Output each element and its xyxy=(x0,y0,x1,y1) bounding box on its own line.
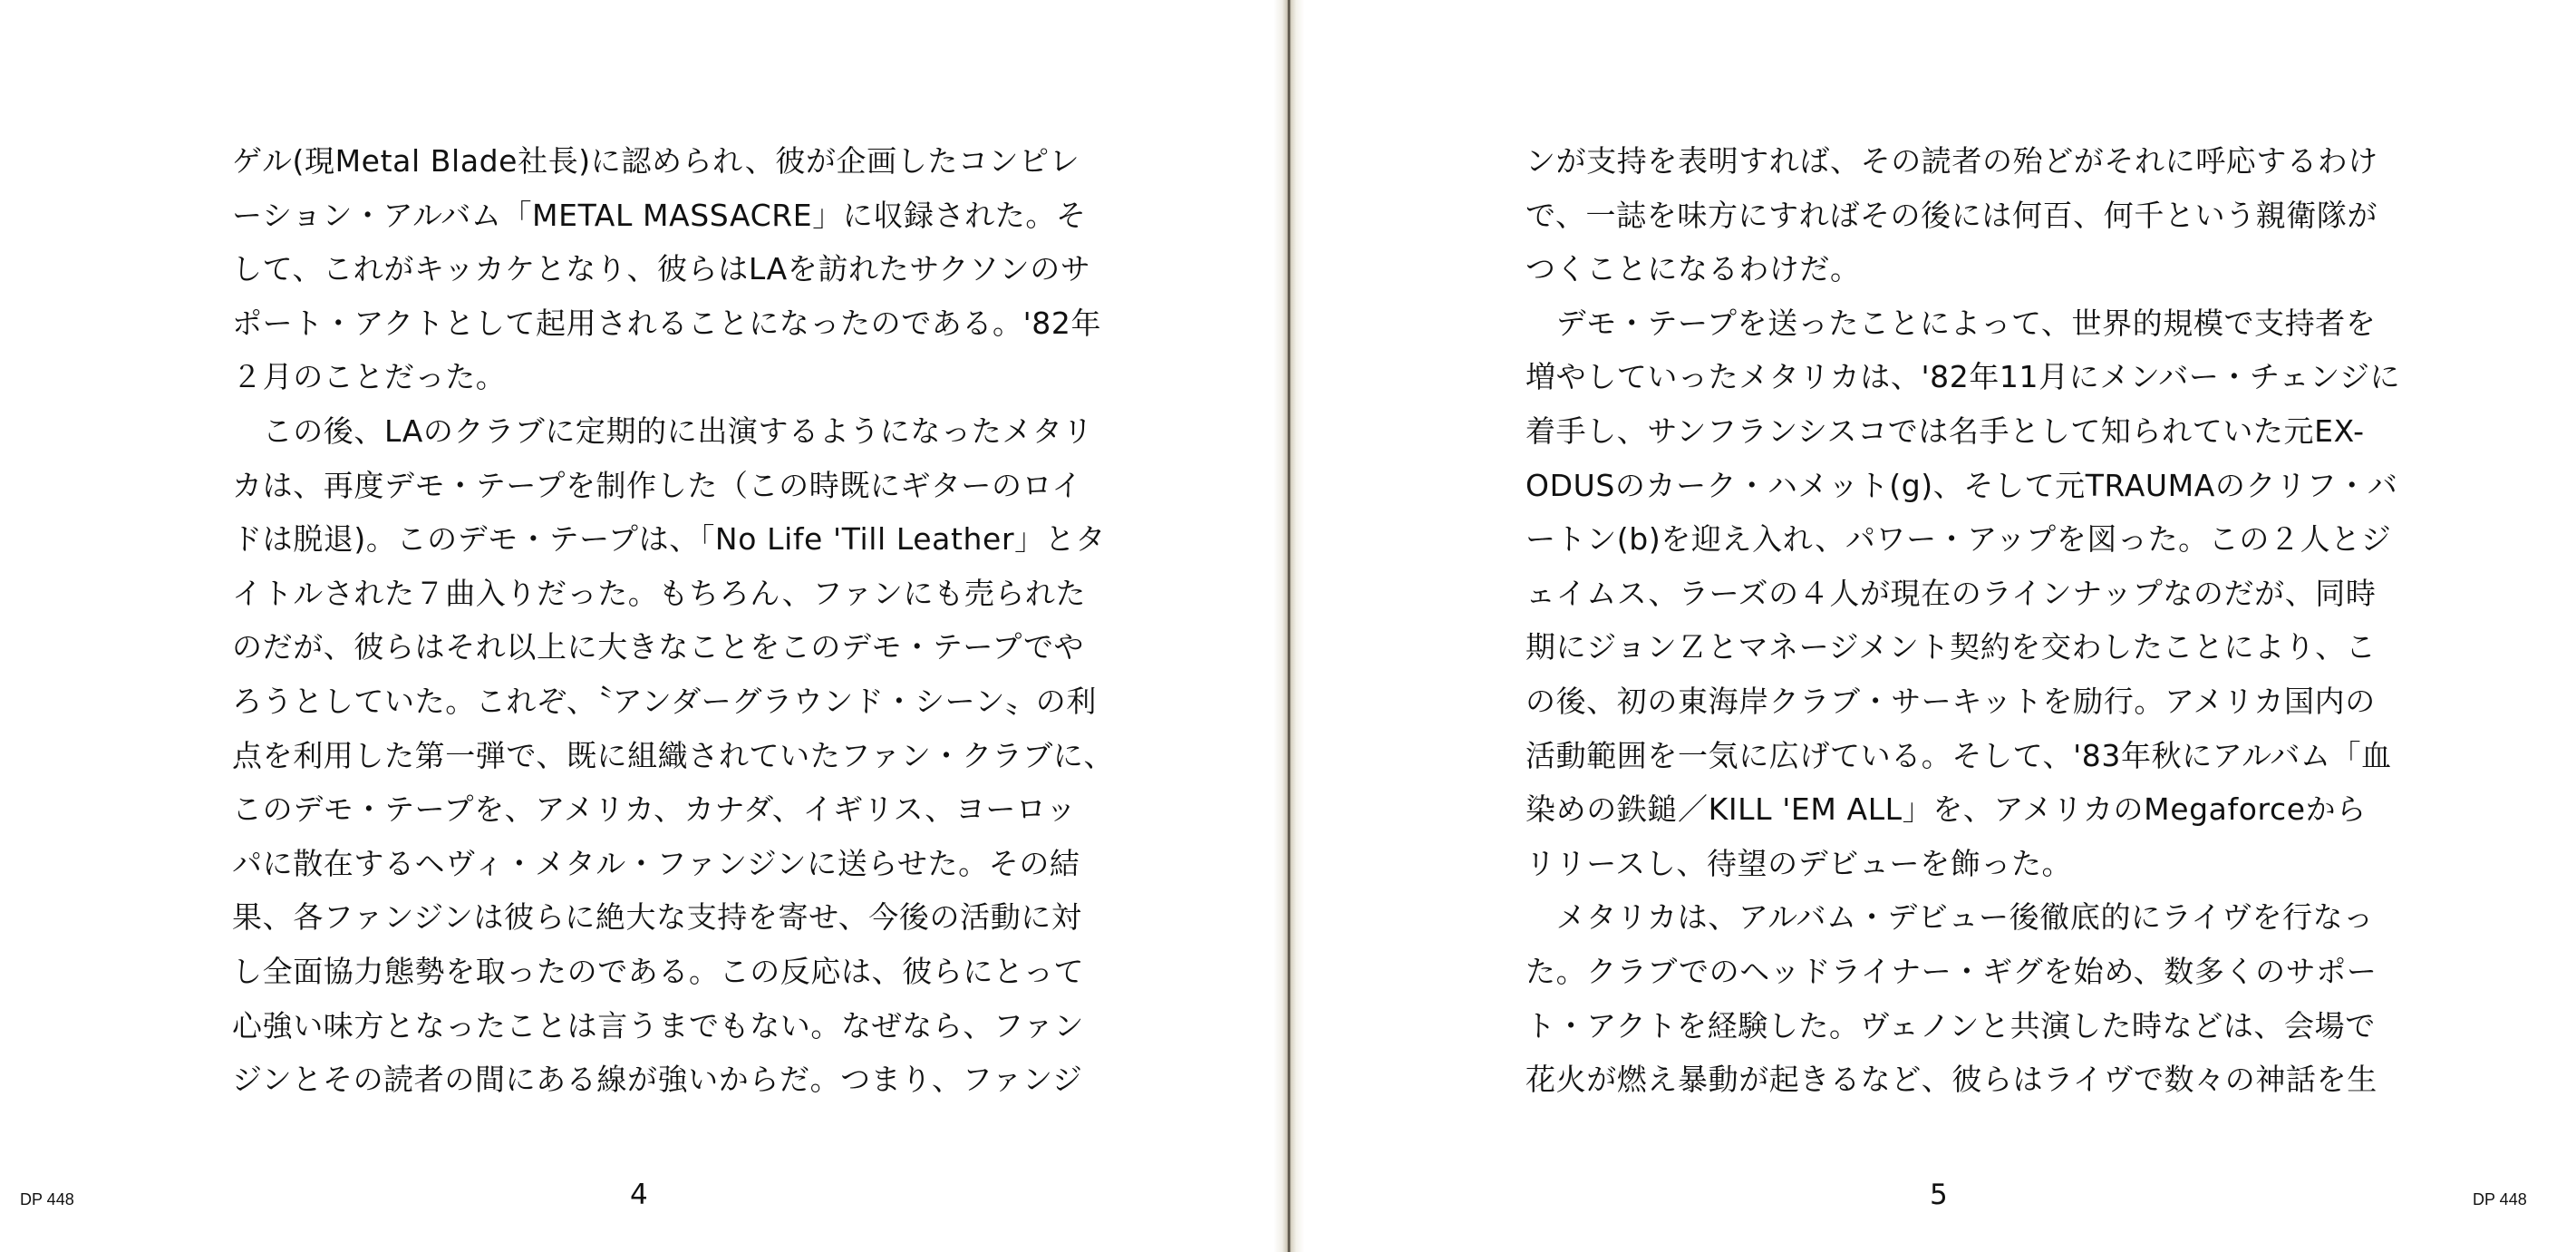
text-line: 染めの鉄鎚／KILL 'EM ALL」を、アメリカのMegaforceから xyxy=(1525,791,2367,828)
text-line: つくことになるわけだ。 xyxy=(1525,251,1861,287)
text-line: メタリカは、アルバム・デビュー後徹底的にライヴを行なっ xyxy=(1525,899,2374,936)
text-line: して、これがキッカケとなり、彼らはLAを訪れたサクソンのサ xyxy=(232,251,1091,287)
binding-gutter xyxy=(1273,0,1304,1252)
text-line: イトルされた７曲入りだった。もちろん、ファンにも売られた xyxy=(232,575,1087,611)
left-page xyxy=(0,0,1286,1252)
text-line: ト・アクトを経験した。ヴェノンと共演した時などは、会場で xyxy=(1525,1007,2376,1043)
text-line: このデモ・テープを、アメリカ、カナダ、イギリス、ヨーロッ xyxy=(232,791,1077,828)
text-line: ンが支持を表明すれば、その読者の殆どがそれに呼応するわけ xyxy=(1525,143,2378,179)
text-line: リリースし、待望のデビューを飾った。 xyxy=(1525,845,2073,881)
right-page-body-text xyxy=(1525,134,2401,1107)
catalog-number: DP 448 xyxy=(20,1190,74,1208)
text-line: 心強い味方となったことは言うまでもない。なぜなら、ファン xyxy=(232,1007,1085,1043)
text-line: パに散在するヘヴィ・メタル・ファンジンに送らせた。その結 xyxy=(232,845,1080,881)
text-line: ろうとしていた。これぞ、〝アンダーグラウンド・シーン〟の利 xyxy=(232,683,1097,719)
text-line: し全面協力態勢を取ったのである。この反応は、彼らにとって xyxy=(232,953,1085,989)
text-line: この後、LAのクラブに定期的に出演するようになったメタリ xyxy=(232,412,1094,449)
text-line: の後、初の東海岸クラブ・サーキットを励行。アメリカ国内の xyxy=(1525,683,2376,719)
text-line: ドは脱退)。このデモ・テープは、「No Life 'Till Leather」とタ xyxy=(232,521,1106,558)
text-line: 着手し、サンフランシスコでは名手として知られていた元EX- xyxy=(1525,412,2365,449)
text-line: 活動範囲を一気に広げている。そして、'83年秋にアルバム「血 xyxy=(1525,737,2392,773)
text-line: た。クラブでのヘッドライナー・ギグを始め、数多くのサポー xyxy=(1525,953,2377,989)
catalog-number: DP 448 xyxy=(2473,1190,2527,1208)
page-number: 5 xyxy=(1930,1179,1948,1211)
text-line: 点を利用した第一弾で、既に組織されていたファン・クラブに、 xyxy=(232,737,1115,773)
page-number: 4 xyxy=(630,1179,648,1211)
text-line: ポート・アクトとして起用されることになったのである。'82年 xyxy=(232,305,1102,341)
text-line: で、一誌を味方にすればその後には何百、何千という親衛隊が xyxy=(1525,197,2378,233)
text-line: ゲル(現Metal Blade社長)に認められ、彼が企画したコンピレ xyxy=(232,143,1080,179)
text-line: 花火が燃え暴動が起きるなど、彼らはライヴで数々の神話を生 xyxy=(1525,1062,2377,1098)
text-line: ェイムス、ラーズの４人が現在のラインナップなのだが、同時 xyxy=(1525,575,2377,611)
text-line: 増やしていったメタリカは、'82年11月にメンバー・チェンジに xyxy=(1525,359,2401,395)
text-line: 果、各ファンジンは彼らに絶大な支持を寄せ、今後の活動に対 xyxy=(232,899,1082,936)
left-page-body-text xyxy=(232,134,1115,1107)
text-line: のだが、彼らはそれ以上に大きなことをこのデモ・テープでや xyxy=(232,629,1085,665)
text-line: ジンとその読者の間にある線が強いからだ。つまり、ファンジ xyxy=(232,1062,1083,1098)
text-line: ２月のことだった。 xyxy=(232,359,507,395)
text-line: カは、再度デモ・テープを制作した（この時既にギターのロイ xyxy=(232,467,1082,503)
text-line: ーション・アルバム「METAL MASSACRE」に収録された。そ xyxy=(232,197,1087,233)
text-line: ートン(b)を迎え入れ、パワー・アップを図った。この２人とジ xyxy=(1525,521,2392,558)
right-page xyxy=(1292,0,2576,1252)
text-line: 期にジョンＺとマネージメント契約を交わしたことにより、こ xyxy=(1525,629,2377,665)
text-line: ODUSのカーク・ハメット(g)、そして元TRAUMAのクリフ・バ xyxy=(1525,467,2398,503)
text-line: デモ・テープを送ったことによって、世界的規模で支持者を xyxy=(1525,305,2377,341)
